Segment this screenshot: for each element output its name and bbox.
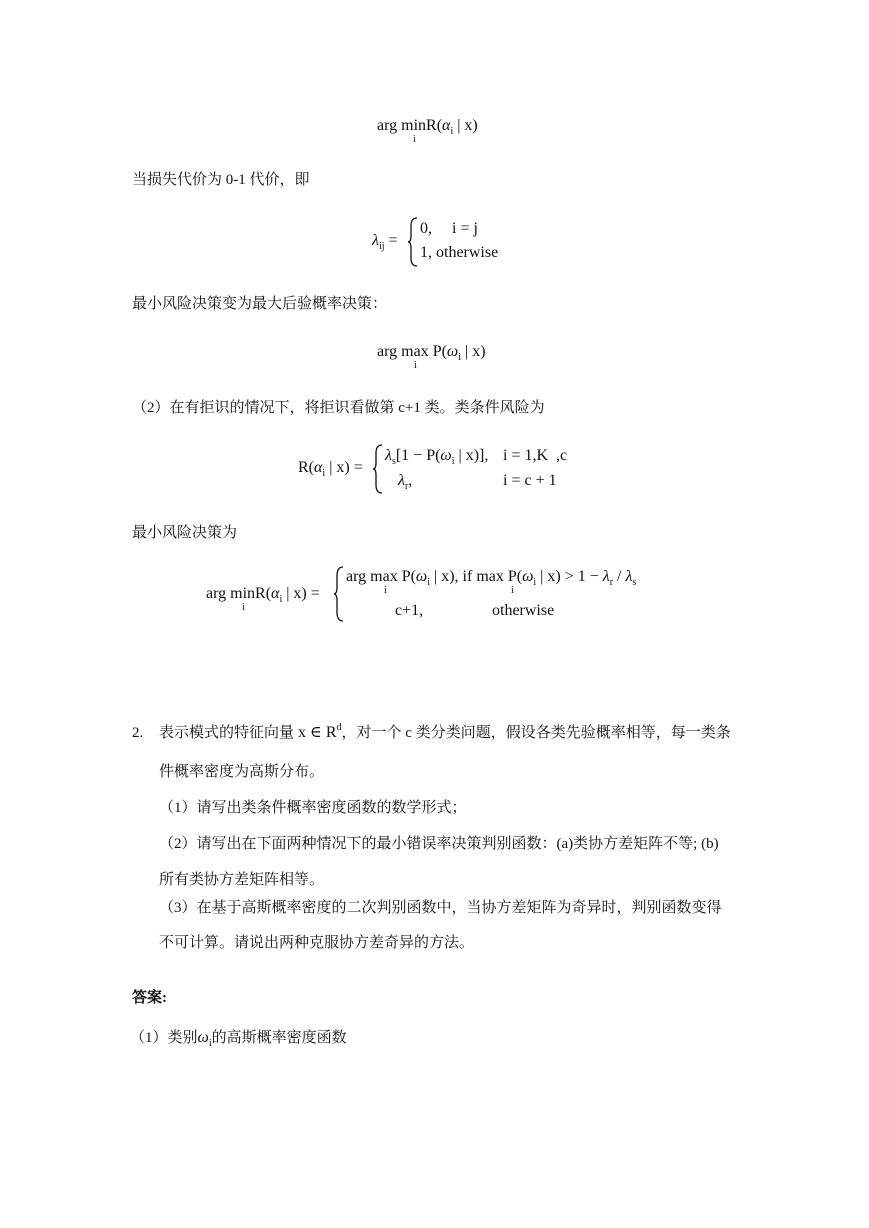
eq2-left-brace — [407, 216, 419, 268]
paragraph-map-decision: 最小风险决策变为最大后验概率决策： — [132, 296, 388, 312]
eq3-arg: arg — [377, 343, 398, 360]
eq5-c1-arg: arg — [346, 568, 367, 585]
eq5-c1-max: max — [370, 568, 398, 585]
eq5-case-1 — [346, 567, 636, 589]
paragraph-min-risk-decision: 最小风险决策为 — [132, 525, 238, 541]
question-line-3: （1）请写出类条件概率密度函数的数学形式； — [159, 800, 467, 816]
eq4-left-brace — [372, 443, 384, 495]
eq5-min-subscript: i — [242, 602, 245, 613]
eq5-min: min — [230, 585, 256, 602]
eq2-case-2: 1, otherwise — [420, 244, 499, 261]
eq5-c1-max-subscript: i — [384, 585, 387, 596]
eq1-rest: | x) — [453, 117, 478, 134]
eq4-c2-lambda-sub: r — [404, 481, 409, 492]
eq4-r: R( — [298, 459, 314, 476]
eq5-c1-p: P( — [401, 568, 416, 585]
eq3-rest: | x) — [461, 343, 486, 360]
eq5-case-2-value: c+1, — [395, 602, 424, 619]
answer-line-1 — [130, 1028, 347, 1050]
eq5-c1-lambda-r: λ — [602, 568, 610, 585]
eq5-c1-p2: P( — [507, 568, 523, 585]
eq2-equals: = — [388, 232, 398, 249]
eq5-c1-if: if — [462, 568, 473, 585]
eq4-alpha-sub: i — [322, 468, 326, 479]
eq4-case-2-condition: i = c + 1 — [503, 472, 557, 489]
eq5-c1-rest: | x), — [430, 568, 459, 585]
q2-l1-a: 表示模式的特征向量 — [159, 725, 295, 741]
eq5-left-brace — [333, 565, 345, 623]
eq5-case-2-condition: otherwise — [492, 602, 555, 619]
eq5-r: R( — [255, 585, 272, 602]
question-line-2: 件概率密度为高斯分布。 — [159, 764, 325, 780]
question-line-4: （2）请写出在下面两种情况下的最小错误率决策判别函数：(a)类协方差矩阵不等; (b) — [159, 836, 719, 852]
eq4-alpha: α — [314, 459, 323, 476]
eq4-lhs — [298, 458, 363, 480]
eq4-c1-rest: | x)], — [454, 447, 489, 464]
eq5-alpha: α — [271, 585, 280, 602]
eq4-c1-omega-sub: i — [451, 456, 455, 467]
ans-omega: ω — [197, 1029, 209, 1046]
eq1-arg: arg — [377, 117, 398, 134]
ans-line-b: 的高斯概率密度函数 — [211, 1030, 347, 1046]
eq1-alpha-sub: i — [450, 126, 454, 137]
eq5-c1-lambda-r-sub: r — [609, 577, 614, 588]
eq3-omega-sub: i — [458, 352, 461, 363]
q2-l1-sup: d — [336, 722, 342, 733]
ans-omega-sub: i — [208, 1038, 212, 1049]
ans-line-a: （1）类别 — [130, 1030, 198, 1046]
eq5-c1-omega: ω — [415, 568, 428, 585]
eq5-c1-omega2-sub: i — [533, 577, 537, 588]
eq5-c1-div: / — [613, 568, 626, 585]
eq5-c1-lambda-s: λ — [625, 568, 633, 585]
eq4-c2-comma: , — [408, 472, 413, 489]
eq5-c1-max2: max — [476, 568, 504, 585]
eq2-case-1: 0, i = j — [420, 220, 478, 237]
eq5-rest: | x) = — [282, 585, 320, 602]
eq5-c1-lambda-s-sub: s — [632, 577, 637, 588]
question-line-6: （3）在基于高斯概率密度的二次判别函数中，当协方差矩阵为奇异时，判别函数变得 — [159, 900, 722, 916]
q2-l1-b: ，对一个 c 类分类问题，假设各类先验概率相等，每一类条 — [341, 725, 731, 741]
question-line-7: 不可计算。请说出两种克服协方差奇异的方法。 — [159, 935, 475, 951]
question-line-1 — [159, 723, 731, 745]
eq1-r: R( — [426, 117, 443, 134]
eq4-lhs-rest: | x) = — [325, 459, 363, 476]
eq3-max-subscript: i — [414, 360, 417, 371]
eq5-c1-rest2: | x) > 1 − — [536, 568, 599, 585]
eq1-alpha: α — [442, 117, 451, 134]
eq4-c1-lambda: λ — [385, 447, 392, 464]
answer-label: 答案: — [132, 990, 167, 1006]
paragraph-zero-one-loss: 当损失代价为 0-1 代价，即 — [132, 172, 310, 188]
eq1-min: min — [401, 117, 427, 134]
eq5-c1-max2-subscript: i — [511, 585, 514, 596]
eq1-min-subscript: i — [413, 134, 416, 145]
eq4-case-1 — [385, 446, 488, 468]
eq5-c1-omega-sub: i — [427, 577, 430, 588]
eq2-lambda: λ — [372, 232, 379, 249]
eq5-alpha-sub: i — [279, 594, 283, 605]
eq4-c1-lambda-sub: s — [391, 456, 396, 467]
eq4-c1-expr: [1 − P( — [395, 447, 441, 464]
question-line-5: 所有类协方差矩阵相等。 — [159, 872, 325, 888]
eq4-case-2 — [398, 471, 412, 493]
eq5-arg: arg — [206, 585, 227, 602]
q2-l1-x: x ∈ R — [294, 724, 337, 741]
eq4-case-1-condition: i = 1,K ,c — [503, 447, 568, 464]
eq5-lhs — [206, 584, 320, 606]
eq4-c2-lambda: λ — [398, 472, 405, 489]
equation-zero-one-loss — [372, 231, 398, 253]
eq3-max: max — [401, 343, 429, 360]
question-number: 2. — [132, 725, 144, 741]
eq3-omega: ω — [446, 343, 459, 360]
equation-argmin-risk — [377, 116, 478, 138]
eq2-lambda-sub: ij — [378, 241, 385, 252]
eq5-c1-omega2: ω — [522, 568, 534, 585]
eq3-p: P( — [432, 343, 447, 360]
equation-argmax-posterior — [377, 342, 486, 364]
paragraph-rejection: （2）在有拒识的情况下，将拒识看做第 c+1 类。类条件风险为 — [132, 400, 545, 416]
eq4-c1-omega: ω — [440, 447, 452, 464]
